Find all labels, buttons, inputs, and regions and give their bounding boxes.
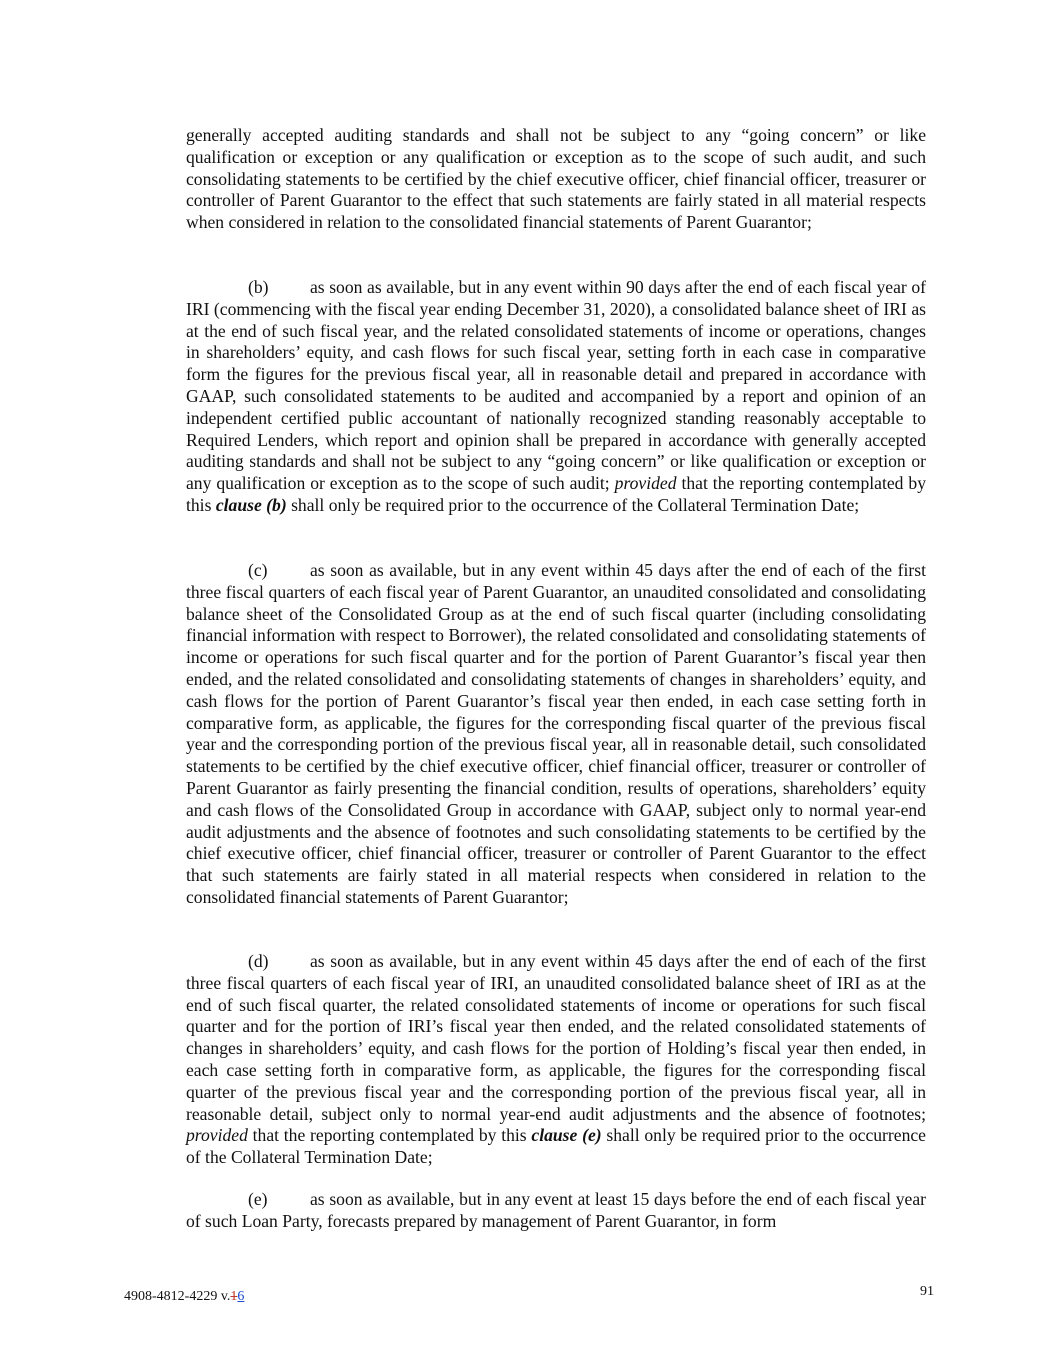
provided-term: provided <box>614 473 677 494</box>
clause-reference: clause (e) <box>531 1125 602 1146</box>
clause-label: (e) <box>248 1189 268 1209</box>
paragraph-text: as soon as available, but in any event within 45 days after the end of each of the first three fiscal quarters of each fiscal year of IRI, an unaudited consolidated balance sheet of IRI as at the end of such fiscal quarter, the related consolidated statements of income or operations for such fiscal quarter and for the portion of IRI’s fiscal year then ended, and the related consolidated statements of changes in shareholders’ equity, and cash flows for the portion of Holding’s fiscal year then ended, in each case setting forth in comparative form, as applicable, the figures for the corresponding fiscal quarter of the previous fiscal year and the corresponding portion of the previous fiscal year, all in reasonable detail, subject only to normal year-end audit adjustments and the absence of footnotes; <box>186 951 926 1124</box>
paragraph-text: shall only be required prior to the occurrence of the Collateral Termination Date; <box>286 494 860 515</box>
version-inserted: 6 <box>237 1289 245 1304</box>
doc-id-text: 4908-4812-4229 v. <box>124 1289 231 1304</box>
paragraph-b <box>186 277 926 517</box>
clause-label: (c) <box>248 560 268 580</box>
document-id <box>124 1289 244 1305</box>
clause-label: (d) <box>248 951 269 971</box>
paragraph-d <box>186 951 926 1169</box>
page-number: 91 <box>920 1284 934 1299</box>
paragraph-text: as soon as available, but in any event within 45 days after the end of each of the first three fiscal quarters of each fiscal year of Parent Guarantor, an unaudited consolidated and consolidating balance sheet of the Consolidated Group as at the end of such fiscal quarter (including consolidating financial information with respect to Borrower), the related consolidated and consolidating statements of income or operations for such fiscal quarter and for the portion of Parent Guarantor’s fiscal year then ended, and the related consolidated and consolidating statements of changes in shareholders’ equity, and cash flows for the portion of Parent Guarantor’s fiscal year then ended, in each case setting forth in comparative form, as applicable, the figures for the corresponding fiscal quarter of the previous fiscal year and the corresponding portion of the previous fiscal year, all in reasonable detail, such consolidated statements to be certified by the chief executive officer, chief financial officer, treasurer or controller of Parent Guarantor as fairly presenting the financial condition, results of operations, shareholders’ equity and cash flows of the Consolidated Group in accordance with GAAP, subject only to normal year-end audit adjustments and the absence of footnotes and such consolidating statements to be certified by the chief executive officer, chief financial officer, treasurer or controller of Parent Guarantor to the effect that such statements are fairly stated in all material respects when considered in relation to the consolidated financial statements of Parent Guarantor; <box>186 560 926 907</box>
paragraph-text: as soon as available, but in any event at least 15 days before the end of each fiscal year of such Loan Party, forecasts prepared by management of Parent Guarantor, in form <box>186 1189 926 1231</box>
version-deleted: 1 <box>230 1289 238 1304</box>
clause-label: (b) <box>248 277 269 297</box>
paragraph-continuation <box>186 125 926 234</box>
clause-reference: clause (b) <box>215 494 287 515</box>
paragraph-c <box>186 560 926 909</box>
paragraph-e <box>186 1189 926 1233</box>
paragraph-text: as soon as available, but in any event within 90 days after the end of each fiscal year of IRI (commencing with the fiscal year ending December 31, 2020), a consolidated balance sheet of IRI as at the end of such fiscal year, and the related consolidated statements of income or operations, changes in shareholders’ equity, and cash flows for such fiscal year, setting forth in each case in comparative form the figures for the previous fiscal year, all in reasonable detail and prepared in accordance with GAAP, such consolidated statements to be audited and accompanied by a report and opinion of an independent certified public accountant of nationally recognized standing reasonably acceptable to Required Lenders, which report and opinion shall be prepared in accordance with generally accepted auditing standards and shall not be subject to any “going concern” or like qualification or exception or any qualification or exception as to the scope of such audit; <box>186 277 926 494</box>
paragraph-text: shall only be required prior to the occurrence of the Collateral Termination Date; <box>186 1125 926 1168</box>
paragraph-text: that the reporting contemplated by this <box>247 1125 532 1146</box>
paragraph-text: that the reporting contemplated by this <box>186 473 926 515</box>
provided-term: provided <box>186 1125 248 1146</box>
paragraph-text: generally accepted auditing standards and shall not be subject to any “going concern” or like qualification or exception or any qualification or exception as to the scope of such audit, and such consolidating statements to be certified by the chief executive officer, chief financial officer, treasurer or controller of Parent Guarantor to the effect that such statements are fairly stated in all material respects when considered in relation to the consolidated financial statements of Parent Guarantor; <box>186 125 926 233</box>
